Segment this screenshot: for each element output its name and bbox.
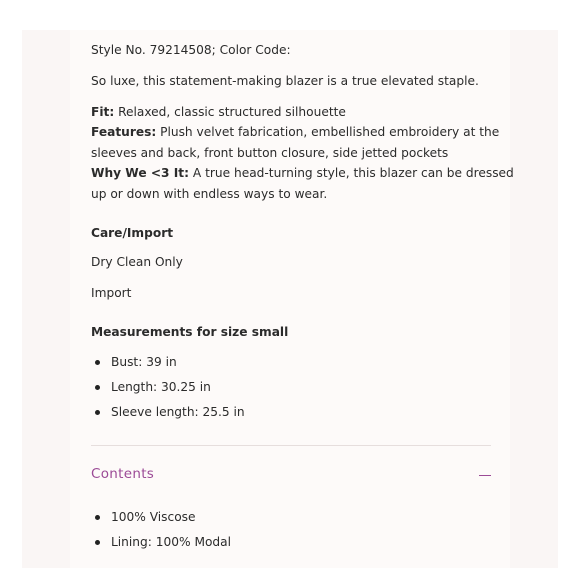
contents-item-viscose [91, 510, 196, 524]
fit-text: Relaxed, classic structured silhouette [114, 105, 346, 119]
features-line-2: sleeves and back, front button closure, side jetted pockets [91, 146, 449, 160]
why-text-1: A true head-turning style, this blazer can be dressed [189, 166, 514, 180]
measurement-text: Length: 30.25 in [111, 380, 211, 394]
why-line-2: up or down with endless ways to wear. [91, 187, 328, 201]
section-divider [91, 445, 491, 446]
measurements-heading: Measurements for size small [91, 325, 289, 339]
why-line-1 [91, 165, 514, 181]
features-line-1 [91, 124, 499, 140]
measurement-item-sleeve [91, 405, 245, 419]
contents-text: 100% Viscose [111, 510, 196, 524]
measurement-text: Sleeve length: 25.5 in [111, 405, 245, 419]
product-tagline: So luxe, this statement-making blazer is a true elevated staple. [91, 74, 479, 88]
measurement-text: Bust: 39 in [111, 355, 177, 369]
care-import-heading: Care/Import [91, 226, 174, 240]
contents-text: Lining: 100% Modal [111, 535, 232, 549]
bullet-icon [95, 410, 100, 415]
measurement-item-length [91, 380, 211, 394]
bullet-icon [95, 360, 100, 365]
fit-line [91, 104, 346, 120]
features-label: Features: [91, 125, 157, 139]
minus-icon[interactable] [479, 475, 491, 476]
care-item-import: Import [91, 286, 132, 300]
why-label: Why We <3 It: [91, 166, 189, 180]
bullet-icon [95, 515, 100, 520]
bullet-icon [95, 385, 100, 390]
bottom-margin [0, 568, 580, 580]
style-number-line: Style No. 79214508; Color Code: [91, 43, 291, 57]
care-item-dry-clean: Dry Clean Only [91, 255, 183, 269]
fit-label: Fit: [91, 105, 115, 119]
features-text-1: Plush velvet fabrication, embellished embroidery at the [156, 125, 500, 139]
bullet-icon [95, 540, 100, 545]
contents-accordion-toggle[interactable]: Contents [91, 466, 155, 482]
contents-item-lining [91, 535, 231, 549]
measurement-item-bust [91, 355, 177, 369]
